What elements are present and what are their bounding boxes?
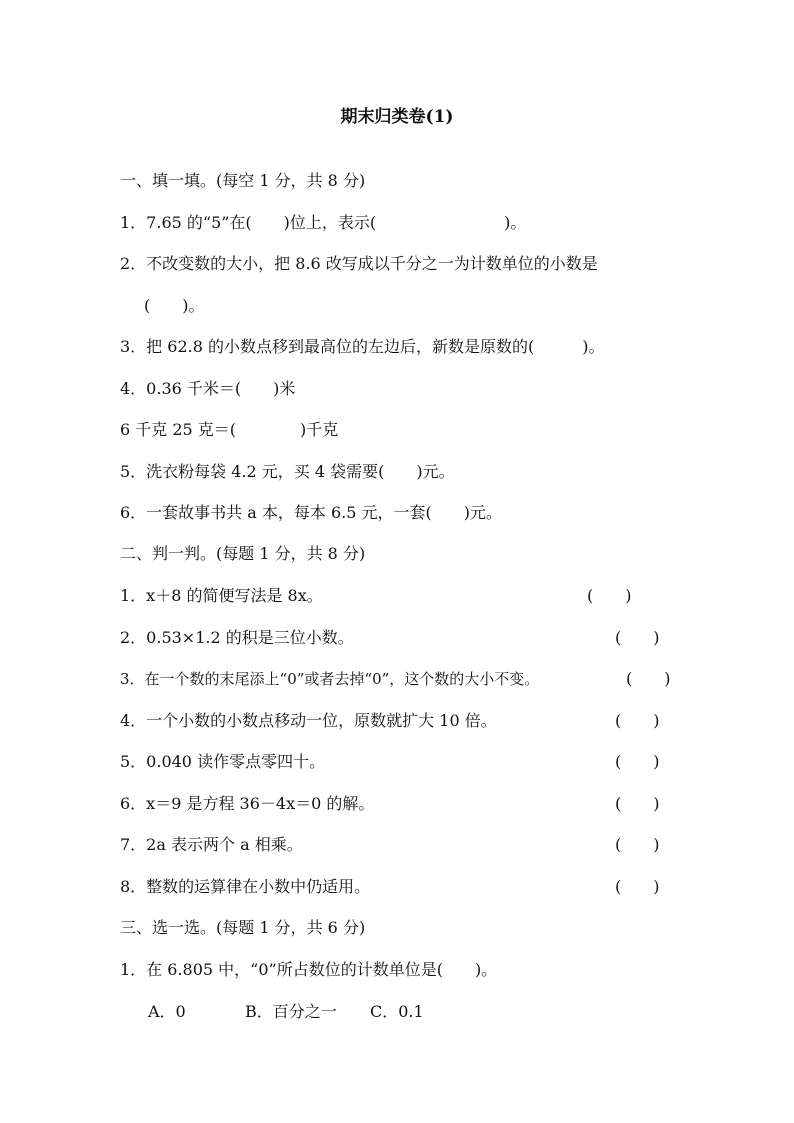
- option-a: A．0: [148, 1002, 186, 1021]
- answer-blank: ( ): [587, 586, 632, 605]
- question-2-8: 8．整数的运算律在小数中仍适用。: [120, 877, 371, 896]
- question-1-5: 5．洗衣粉每袋 4.2 元，买 4 袋需要( )元。: [120, 462, 455, 481]
- question-1-2-continued: ( )。: [128, 296, 205, 315]
- question-1-1: 1．7.65 的“5”在( )位上，表示( )。: [120, 213, 527, 232]
- question-3-1: 1．在 6.805 中，“0”所占数位的计数单位是( )。: [120, 960, 498, 979]
- section2-heading: 二、判一判。(每题 1 分，共 8 分): [120, 544, 366, 563]
- question-2-5: 5．0.040 读作零点零四十。: [120, 752, 326, 771]
- question-1-4b: 6 千克 25 克＝( )千克: [120, 420, 339, 439]
- question-2-7: 7．2a 表示两个 a 相乘。: [120, 835, 303, 854]
- question-2-3: 3．在一个数的末尾添上“0”或者去掉“0”，这个数的大小不变。: [120, 670, 540, 688]
- question-2-2: 2．0.53×1.2 的积是三位小数。: [120, 628, 354, 647]
- question-2-4: 4．一个小数的小数点移动一位，原数就扩大 10 倍。: [120, 711, 497, 730]
- question-1-4a: 4．0.36 千米＝( )米: [120, 379, 296, 398]
- section3-heading: 三、选一选。(每题 1 分，共 6 分): [120, 918, 366, 937]
- answer-blank: ( ): [615, 628, 660, 647]
- option-b: B．百分之一: [245, 1002, 337, 1021]
- section1-heading: 一、填一填。(每空 1 分，共 8 分): [120, 171, 366, 190]
- question-2-6: 6．x＝9 是方程 36－4x＝0 的解。: [120, 794, 375, 813]
- page-title: 期末归类卷(1): [340, 107, 454, 127]
- question-1-6: 6．一套故事书共 a 本，每本 6.5 元，一套( )元。: [120, 503, 502, 522]
- question-1-2: 2．不改变数的大小，把 8.6 改写成以千分之一为计数单位的小数是: [120, 254, 598, 273]
- answer-blank: ( ): [615, 877, 660, 896]
- answer-blank: ( ): [615, 794, 660, 813]
- answer-blank: ( ): [626, 669, 671, 688]
- answer-blank: ( ): [615, 711, 660, 730]
- question-1-3: 3．把 62.8 的小数点移到最高位的左边后，新数是原数的( )。: [120, 337, 605, 356]
- question-2-1: 1．x＋8 的简便写法是 8x。: [120, 586, 323, 605]
- answer-blank: ( ): [615, 835, 660, 854]
- option-c: C．0.1: [370, 1002, 424, 1021]
- answer-blank: ( ): [615, 752, 660, 771]
